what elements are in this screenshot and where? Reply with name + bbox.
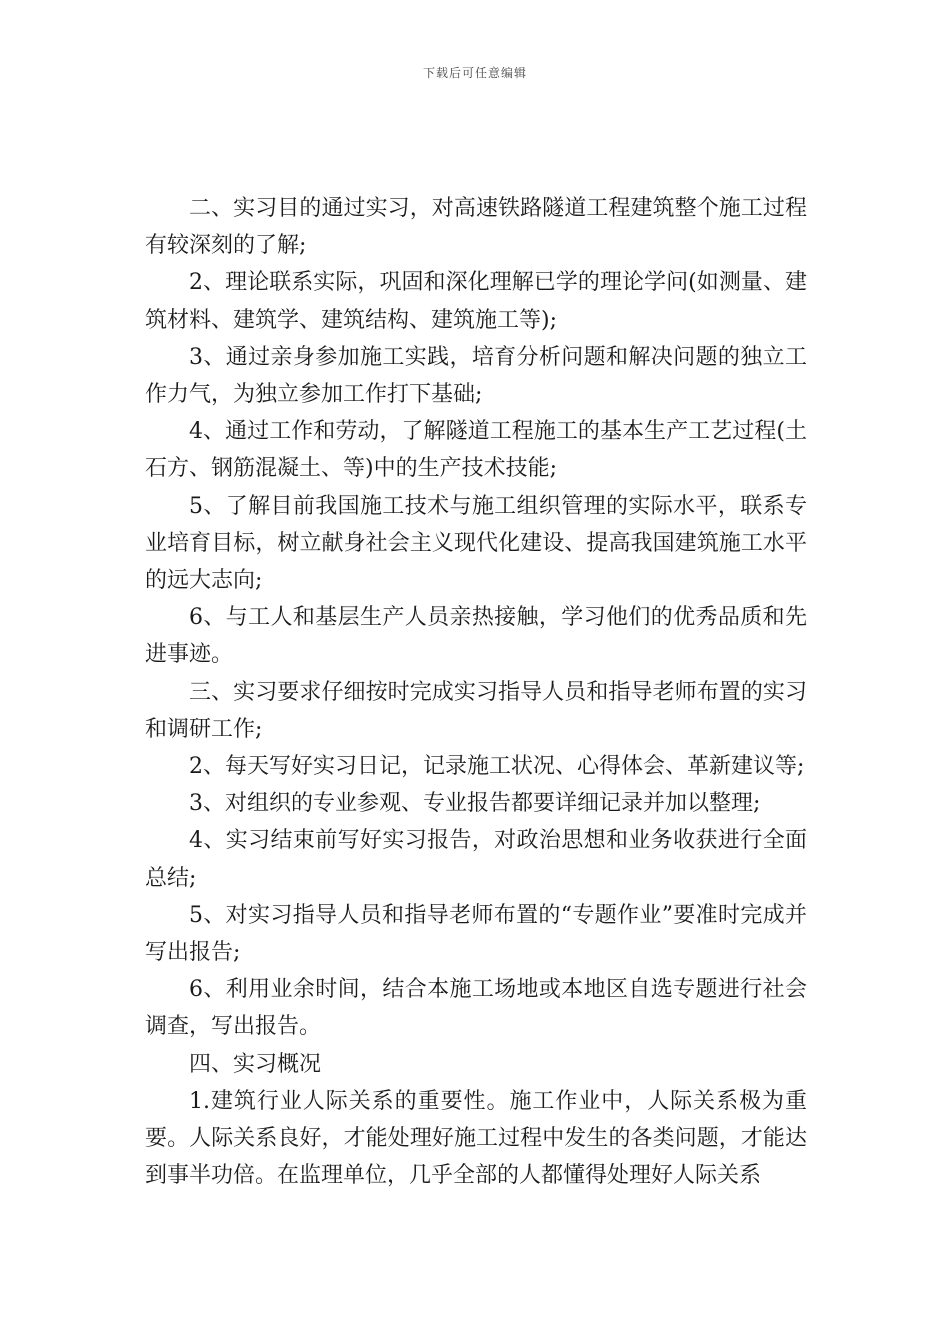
paragraph-requirement-3: 3、对组织的专业参观、专业报告都要详细记录并加以整理; [189,791,761,817]
paragraph-objective-4: 4、通过工作和劳动，了解隧道工程施工的基本生产工艺过程(土石方、钢筋混凝土、等)中的生产技术技能; [145,419,807,482]
paragraph-section-3-requirements: 三、实习要求仔细按时完成实习指导人员和指导老师布置的实习和调研工作; [145,679,807,742]
paragraph-section-2-objectives: 二、实习目的通过实习，对高速铁路隧道工程建筑整个施工过程有较深刻的了解; [145,196,807,259]
document-body [145,190,807,1194]
section-4-heading: 四、实习概况 [189,1051,322,1077]
paragraph-objective-2: 2、理论联系实际，巩固和深化理解已学的理论学问(如测量、建筑材料、建筑学、建筑结构、建筑施工等); [145,270,807,333]
paragraph-overview-1: 1.建筑行业人际关系的重要性。施工作业中，人际关系极为重要。人际关系良好，才能处理好施工过程中发生的各类问题，才能达到事半功倍。在监理单位，几乎全部的人都懂得处理好人际关系 [145,1088,807,1189]
paragraph-requirement-2: 2、每天写好实习日记，记录施工状况、心得体会、革新建议等; [189,754,805,780]
page-header: 下载后可任意编辑 [422,66,527,80]
paragraph-objective-5: 5、了解目前我国施工技术与施工组织管理的实际水平，联系专业培育目标，树立献身社会主义现代化建设、提高我国建筑施工水平的远大志向; [145,493,807,594]
paragraph-requirement-4: 4、实习结束前写好实习报告，对政治思想和业务收获进行全面总结; [145,828,807,891]
paragraph-requirement-5: 5、对实习指导人员和指导老师布置的“专题作业”要准时完成并写出报告; [145,902,807,966]
paragraph-objective-3: 3、通过亲身参加施工实践，培育分析问题和解决问题的独立工作力气，为独立参加工作打下基础; [145,344,807,408]
paragraph-requirement-6: 6、利用业余时间，结合本施工场地或本地区自选专题进行社会调查，写出报告。 [145,977,807,1040]
paragraph-objective-6: 6、与工人和基层生产人员亲热接触，学习他们的优秀品质和先进事迹。 [145,605,807,668]
